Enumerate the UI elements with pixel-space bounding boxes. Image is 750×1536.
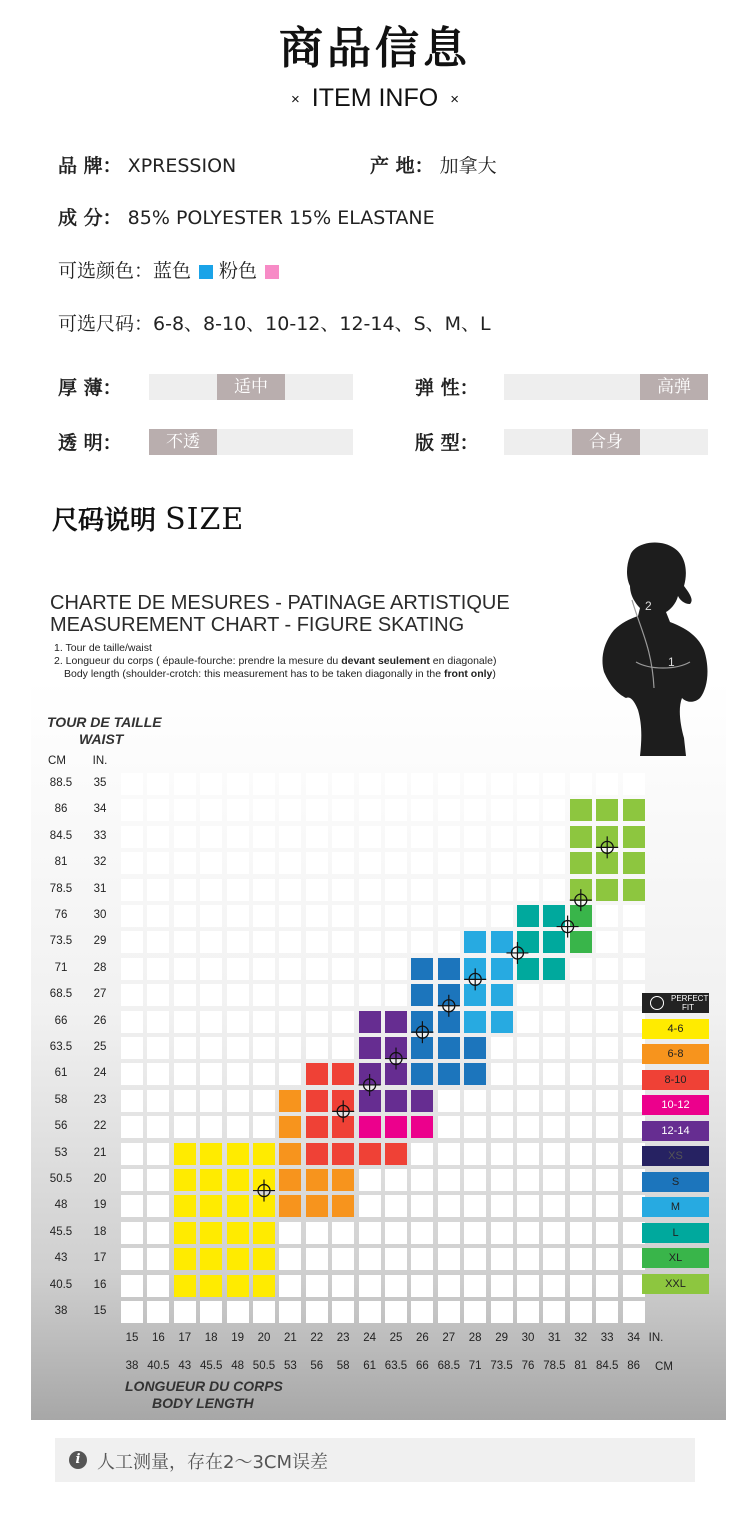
thickness-label: 厚 薄： — [58, 377, 122, 399]
x-tick-in: 25 — [389, 1332, 403, 1344]
x-tick-cm: 71 — [468, 1360, 482, 1372]
x-tick-in: 34 — [627, 1332, 640, 1344]
legend-item: XS — [642, 1146, 709, 1166]
x-tick-in: 26 — [415, 1332, 429, 1344]
x-tick-in: 22 — [310, 1332, 324, 1344]
x-unit-cm: CM — [655, 1361, 673, 1373]
x-tick-cm: 68.5 — [437, 1360, 460, 1372]
x-tick-in: 21 — [283, 1332, 297, 1344]
x-tick-in: 17 — [178, 1332, 192, 1344]
y-axis-title-fr: TOUR DE TAILLE — [47, 714, 162, 730]
y-tick-cm: 81 — [54, 856, 68, 869]
y-tick-in: 35 — [93, 777, 107, 789]
y-tick-in: 21 — [93, 1146, 107, 1159]
x-axis-title-fr: LONGUEUR DU CORPS — [125, 1378, 283, 1394]
legend-item: XL — [642, 1248, 709, 1268]
legend-item: 10-12 — [642, 1095, 709, 1115]
y-tick-in: 32 — [93, 856, 107, 869]
y-tick-in: 16 — [93, 1278, 107, 1291]
x-tick-cm: 40.5 — [147, 1360, 170, 1372]
perfect-fit-marker-10-12 — [385, 1048, 407, 1070]
y-tick-cm: 86 — [54, 803, 68, 816]
size-title-en: SIZE — [165, 502, 245, 537]
thickness-marker: 适中 — [217, 374, 285, 400]
y-tick-cm: 50.5 — [49, 1173, 73, 1185]
x-tick-in: 18 — [204, 1332, 218, 1344]
x-tick-cm: 58 — [336, 1360, 350, 1372]
y-tick-in: 27 — [93, 988, 107, 1001]
x-tick-cm: 73.5 — [490, 1360, 513, 1372]
y-tick-cm: 68.5 — [49, 988, 73, 1001]
fit-marker: 合身 — [572, 429, 640, 455]
y-tick-in: 25 — [93, 1041, 107, 1053]
y-tick-cm: 61 — [54, 1067, 68, 1080]
size-title-cn: 尺码说明 — [52, 506, 157, 536]
y-tick-in: 19 — [93, 1199, 107, 1212]
material-label: 成 分： — [58, 207, 122, 229]
y-tick-in: 31 — [93, 882, 107, 895]
x-tick-cm: 81 — [574, 1360, 588, 1372]
x-tick-cm: 78.5 — [543, 1360, 566, 1372]
perfect-fit-marker-xl — [570, 889, 592, 911]
x-tick-cm: 45.5 — [199, 1360, 223, 1372]
x-unit-in: IN. — [648, 1332, 664, 1344]
x-tick-in: 30 — [521, 1332, 535, 1344]
brand-label: 品 牌： — [58, 155, 122, 177]
x-tick-in: 19 — [231, 1332, 244, 1344]
y-tick-cm: 73.5 — [49, 935, 73, 948]
legend-item: L — [642, 1223, 709, 1243]
x-tick-in: 27 — [442, 1332, 456, 1344]
y-tick-cm: 40.5 — [49, 1278, 73, 1291]
y-unit-cm: CM — [48, 755, 66, 767]
x-tick-in: 16 — [151, 1332, 165, 1344]
y-tick-cm: 58 — [54, 1093, 68, 1106]
y-tick-cm: 78.5 — [49, 882, 73, 895]
x-tick-in: 28 — [468, 1332, 482, 1344]
x-tick-cm: 56 — [310, 1360, 324, 1372]
transparency-marker: 不透 — [149, 429, 217, 455]
perfect-fit-marker-xxl — [596, 836, 618, 858]
x-tick-cm: 86 — [627, 1360, 640, 1372]
chart-note-3: Body length (shoulder-crotch: this measurement has to be taken diagonally in the front only) — [64, 668, 496, 680]
legend-item: S — [642, 1172, 709, 1192]
x-tick-cm: 53 — [283, 1360, 297, 1372]
legend-item: XXL — [642, 1274, 709, 1294]
y-tick-in: 15 — [93, 1305, 107, 1317]
y-tick-cm: 38 — [54, 1305, 68, 1317]
y-tick-in: 18 — [93, 1225, 107, 1238]
x-tick-in: 32 — [574, 1332, 588, 1344]
elasticity-marker: 高弹 — [640, 374, 708, 400]
y-tick-cm: 63.5 — [49, 1041, 73, 1053]
y-tick-in: 22 — [93, 1120, 107, 1133]
x-tick-cm: 48 — [231, 1360, 244, 1372]
perfect-fit-marker-s — [464, 968, 486, 990]
sizes-value: 6-8、8-10、10-12、12-14、S、M、L — [153, 313, 491, 335]
y-tick-in: 30 — [93, 909, 107, 921]
y-tick-in: 33 — [93, 829, 107, 842]
origin-value: 加拿大 — [439, 155, 497, 177]
chart-title-fr: CHARTE DE MESURES - PATINAGE ARTISTIQUE — [50, 592, 510, 614]
y-tick-cm: 48 — [54, 1199, 68, 1212]
perfect-fit-marker-4-6 — [253, 1180, 275, 1202]
transparency-label: 透 明： — [58, 432, 122, 454]
y-tick-cm: 45.5 — [49, 1225, 73, 1238]
x-tick-in: 33 — [600, 1332, 614, 1344]
right-cross-mark: × — [450, 90, 459, 108]
x-tick-cm: 61 — [363, 1360, 376, 1372]
x-tick-in: 20 — [257, 1332, 271, 1344]
y-unit-in: IN. — [92, 755, 108, 767]
x-tick-in: 31 — [547, 1332, 561, 1344]
colors-label: 可选颜色： — [58, 260, 154, 282]
legend-item: 4-6 — [642, 1019, 709, 1039]
perfect-fit-marker-12-14 — [411, 1021, 433, 1043]
brand-value: XPRESSION — [127, 155, 237, 177]
perfect-fit-marker-6-8 — [332, 1100, 354, 1122]
x-tick-cm: 63.5 — [384, 1360, 408, 1372]
x-tick-in: 23 — [336, 1332, 350, 1344]
measurement-note-text: 人工测量，存在2～3CM误差 — [97, 1452, 329, 1473]
figure-marker-1: 1 — [668, 655, 675, 669]
x-tick-cm: 66 — [415, 1360, 429, 1372]
y-tick-in: 24 — [93, 1067, 107, 1080]
color-option-pink: 粉色 — [219, 260, 258, 282]
legend-item: PERFECT FIT — [642, 993, 709, 1013]
perfect-fit-crosshair-icon — [650, 996, 664, 1010]
x-tick-cm: 43 — [178, 1360, 192, 1372]
origin-label: 产 地： — [370, 155, 434, 177]
y-tick-in: 34 — [93, 803, 107, 816]
x-tick-cm: 76 — [521, 1360, 535, 1372]
legend-item: M — [642, 1197, 709, 1217]
page-title: 商品信息 — [279, 23, 471, 74]
legend-item: 6-8 — [642, 1044, 709, 1064]
x-tick-in: 24 — [363, 1332, 376, 1344]
elasticity-label: 弹 性： — [415, 377, 479, 399]
chart-note-1: 1. Tour de taille/waist — [54, 642, 152, 654]
left-cross-mark: × — [291, 90, 300, 108]
legend-item: 8-10 — [642, 1070, 709, 1090]
y-tick-cm: 71 — [54, 961, 68, 974]
y-tick-cm: 66 — [54, 1014, 68, 1027]
y-tick-in: 28 — [93, 961, 107, 974]
x-axis-title-en: BODY LENGTH — [152, 1395, 254, 1411]
y-tick-in: 26 — [93, 1014, 107, 1027]
legend-item: 12-14 — [642, 1121, 709, 1141]
color-option-blue: 蓝色 — [153, 260, 192, 282]
x-tick-in: 29 — [495, 1332, 508, 1344]
material-value: 85% POLYESTER 15% ELASTANE — [127, 207, 435, 229]
y-tick-cm: 76 — [54, 909, 68, 921]
y-tick-in: 23 — [93, 1093, 107, 1106]
chart-note-2: 2. Longueur du corps ( épaule-fourche: prendre la mesure du devant seulement en diagonale) — [54, 655, 497, 667]
perfect-fit-marker-l — [557, 916, 579, 938]
x-tick-cm: 84.5 — [595, 1360, 619, 1372]
chart-title-en: MEASUREMENT CHART - FIGURE SKATING — [50, 614, 465, 636]
perfect-fit-marker-m — [506, 942, 528, 964]
fit-label: 版 型： — [415, 432, 479, 454]
subtitle-text: ITEM INFO — [311, 84, 439, 112]
y-tick-cm: 43 — [54, 1252, 68, 1265]
perfect-fit-marker-xs — [438, 995, 460, 1017]
y-tick-cm: 84.5 — [49, 829, 73, 842]
info-icon: i — [69, 1451, 87, 1469]
perfect-fit-marker-8-10 — [359, 1074, 381, 1096]
y-tick-cm: 88.5 — [49, 777, 73, 789]
y-axis-title-en: WAIST — [79, 731, 124, 747]
x-tick-cm: 50.5 — [252, 1360, 276, 1372]
x-tick-cm: 38 — [125, 1360, 139, 1372]
x-tick-in: 15 — [125, 1332, 139, 1344]
sizes-label: 可选尺码： — [58, 313, 154, 335]
y-tick-in: 20 — [93, 1173, 107, 1185]
measurement-note — [55, 1438, 695, 1482]
y-tick-in: 29 — [93, 935, 107, 948]
y-tick-cm: 56 — [54, 1120, 68, 1133]
y-tick-cm: 53 — [54, 1146, 68, 1159]
y-tick-in: 17 — [93, 1252, 107, 1265]
figure-marker-2: 2 — [645, 599, 652, 613]
